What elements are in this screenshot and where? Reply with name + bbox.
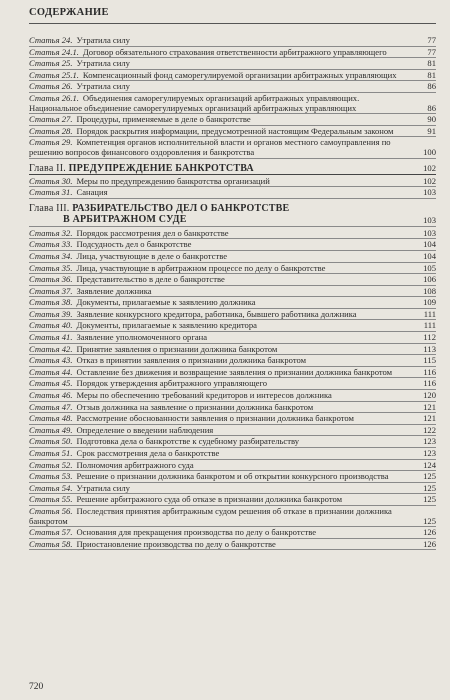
toc-entry <box>29 59 436 70</box>
toc-entry <box>29 188 436 199</box>
toc-entry-text <box>29 472 414 482</box>
article-title: Полномочия арбитражного суда <box>76 459 194 470</box>
toc-entry <box>29 540 436 551</box>
toc-entry-text <box>29 127 414 137</box>
article-label: Статья 40. <box>29 320 73 331</box>
article-label: Статья 50. <box>29 436 73 447</box>
toc-entry-text <box>29 414 414 424</box>
toc-entry-text <box>29 177 414 187</box>
toc-entry-text <box>29 507 414 526</box>
article-label: Статья 49. <box>29 424 73 435</box>
toc-entry <box>29 71 436 82</box>
toc-entry <box>29 252 436 263</box>
chapter-title: ПРЕДУПРЕЖДЕНИЕ БАНКРОТСТВА <box>68 162 254 174</box>
article-title: Заявление конкурсного кредитора, работника, бывшего работника должника <box>76 308 357 319</box>
toc-entry-text <box>29 391 414 401</box>
chapter-title-line1: РАЗБИРАТЕЛЬСТВО ДЕЛ О БАНКРОТСТВЕ <box>72 202 290 214</box>
article-label: Статья 57. <box>29 527 73 538</box>
article-label: Статья 31. <box>29 187 73 198</box>
page-ref: 121 <box>423 401 436 412</box>
article-label: Статья 26.1. <box>29 92 79 103</box>
article-title: Основания для прекращения производства по делу о банкротстве <box>76 527 317 538</box>
page-ref: 103 <box>423 187 436 198</box>
article-title: Утратила силу <box>76 482 130 493</box>
article-title: Приостановление производства по делу о банкротстве <box>76 538 276 549</box>
toc-entry-text <box>29 287 414 297</box>
article-label: Статья 47. <box>29 401 73 412</box>
page-ref: 126 <box>423 527 436 538</box>
toc-entry-text <box>29 275 414 285</box>
page-ref: 81 <box>427 69 436 80</box>
page-ref: 112 <box>423 332 436 343</box>
article-label: Статья 25. <box>29 58 73 69</box>
article-title: Меры по предупреждению банкротства организаций <box>76 175 270 186</box>
toc-entry <box>29 345 436 356</box>
page-ref: 123 <box>423 448 436 458</box>
toc-entry <box>29 528 436 539</box>
chapter-label: Глава II. <box>29 162 66 174</box>
toc-entry-text <box>29 36 414 46</box>
article-title: Лица, участвующие в деле о банкротстве <box>76 250 228 261</box>
article-label: Статья 39. <box>29 308 73 319</box>
toc-entry-text <box>29 321 414 331</box>
page-ref: 91 <box>427 125 436 136</box>
toc-entry-text <box>29 495 414 505</box>
toc-entry-text <box>29 264 414 274</box>
article-title: Отзыв должника на заявление о признании должника банкротом <box>76 401 314 412</box>
article-label: Статья 38. <box>29 297 73 308</box>
running-header: СОДЕРЖАНИЕ <box>29 7 109 18</box>
page-ref: 103 <box>423 214 436 225</box>
toc-entry <box>29 94 436 114</box>
toc-entry-text <box>29 437 414 447</box>
page-ref: 104 <box>423 239 436 250</box>
toc-entry <box>29 321 436 332</box>
toc-entry-text <box>29 188 414 198</box>
page-ref: 122 <box>423 424 436 435</box>
toc-entry <box>29 356 436 367</box>
toc-entry-text <box>29 298 414 308</box>
article-title: Подготовка дела о банкротстве к судебному разбирательству <box>76 436 300 447</box>
article-label: Статья 56. <box>29 505 73 516</box>
article-label: Статья 54. <box>29 482 73 493</box>
toc-entry <box>29 391 436 402</box>
toc-entry <box>29 115 436 126</box>
toc-entry-text <box>29 540 414 550</box>
article-label: Статья 24. <box>29 35 73 45</box>
article-label: Статья 25.1. <box>29 69 79 80</box>
page-ref: 77 <box>427 46 436 57</box>
toc-entry <box>29 275 436 286</box>
toc-entry-text <box>29 59 414 69</box>
toc-entry <box>29 403 436 414</box>
page-ref: 109 <box>423 297 436 308</box>
toc-entry <box>29 507 436 527</box>
article-title: Решение о признании должника банкротом и об открытии конкурсного производства <box>76 471 389 482</box>
page-ref: 104 <box>423 250 436 261</box>
article-label: Статья 44. <box>29 366 73 377</box>
article-label: Статья 41. <box>29 332 73 343</box>
article-title: Процедуры, применяемые в деле о банкротстве <box>76 114 251 125</box>
toc-entry <box>29 177 436 188</box>
page-ref: 116 <box>423 366 436 377</box>
chapter-text <box>29 203 414 226</box>
toc-entry <box>29 379 436 390</box>
page-ref: 113 <box>423 343 436 354</box>
page-ref: 103 <box>423 227 436 238</box>
article-label: Статья 33. <box>29 239 73 250</box>
page-ref: 106 <box>423 274 436 285</box>
toc-entry <box>29 138 436 158</box>
article-label: Статья 48. <box>29 413 73 424</box>
article-label: Статья 36. <box>29 274 73 285</box>
toc-entry <box>29 461 436 472</box>
toc-entry <box>29 264 436 275</box>
page-ref: 125 <box>423 471 436 482</box>
article-title: Последствия принятия арбитражным судом решения об отказе в признании должника банкротом <box>29 505 392 526</box>
toc-entry <box>29 127 436 138</box>
page-ref: 102 <box>423 162 436 173</box>
toc-entry-text <box>29 461 414 471</box>
article-title: Определение о введении наблюдения <box>76 424 214 435</box>
toc-entry-text <box>29 138 414 157</box>
toc-entry-text <box>29 229 414 239</box>
page-ref: 125 <box>423 515 436 526</box>
toc-entry <box>29 240 436 251</box>
toc-entry <box>29 414 436 425</box>
toc-entry-text <box>29 94 414 113</box>
article-title: Заявление уполномоченного органа <box>76 332 208 343</box>
article-label: Статья 28. <box>29 125 73 136</box>
toc-entry-text <box>29 82 414 92</box>
toc-entry-text <box>29 449 414 459</box>
toc-entry <box>29 484 436 495</box>
page-number: 720 <box>29 682 44 692</box>
article-title: Заявление должника <box>76 285 152 296</box>
article-title: Срок рассмотрения дела о банкротстве <box>76 448 220 458</box>
toc-entry-text <box>29 115 414 125</box>
page-ref: 81 <box>427 58 436 69</box>
article-label: Статья 46. <box>29 390 73 401</box>
article-title: Компетенция органов исполнительной власти и органов местного самоуправления по решению вопросов финансового оздоровления и банкротства <box>29 137 391 157</box>
toc-entry <box>29 229 436 240</box>
chapter-title-line2: В АРБИТРАЖНОМ СУДЕ <box>63 213 187 225</box>
page-ref: 102 <box>423 175 436 186</box>
article-title: Документы, прилагаемые к заявлению кредитора <box>76 320 257 331</box>
article-title: Решение арбитражного суда об отказе в признании должника банкротом <box>76 494 343 505</box>
page-ref: 108 <box>423 285 436 296</box>
chapter-heading <box>29 203 436 227</box>
toc-entry-text <box>29 310 414 320</box>
toc-entry <box>29 333 436 344</box>
toc-entry-text <box>29 240 414 250</box>
article-label: Статья 37. <box>29 285 73 296</box>
toc-entry <box>29 472 436 483</box>
article-title: Документы, прилагаемые к заявлению должника <box>76 297 256 308</box>
page-ref: 111 <box>423 320 436 331</box>
article-label: Статья 42. <box>29 343 73 354</box>
article-label: Статья 26. <box>29 81 73 92</box>
page-ref: 86 <box>427 102 436 113</box>
toc-entry <box>29 310 436 321</box>
page-ref: 125 <box>423 482 436 493</box>
toc-entry-text <box>29 71 414 81</box>
toc-entry-text <box>29 356 414 366</box>
article-title: Санация <box>76 187 108 198</box>
toc-entry <box>29 298 436 309</box>
article-label: Статья 24.1. <box>29 46 79 57</box>
article-title: Утратила силу <box>76 58 130 69</box>
article-title: Порядок раскрытия информации, предусмотренной настоящим Федеральным законом <box>76 125 394 136</box>
header-rule <box>29 23 436 24</box>
toc-entry-text <box>29 403 414 413</box>
toc-entry-text <box>29 345 414 355</box>
article-label: Статья 35. <box>29 262 73 273</box>
article-label: Статья 30. <box>29 175 73 186</box>
article-label: Статья 51. <box>29 448 73 458</box>
page-ref: 90 <box>427 114 436 125</box>
toc-entry <box>29 82 436 93</box>
toc-entry-text <box>29 333 414 343</box>
toc-entry-text <box>29 426 414 436</box>
toc-entry-text <box>29 484 414 494</box>
article-title: Объединения саморегулируемых организаций арбитражных управляющих. Национальное объединение саморегулируемых организаций арбитражных управляющих <box>29 92 360 113</box>
article-label: Статья 27. <box>29 114 73 125</box>
article-label: Статья 32. <box>29 227 73 238</box>
article-title: Отказ в принятии заявления о признании должника банкротом <box>76 355 307 366</box>
article-label: Статья 58. <box>29 538 73 549</box>
toc-entry <box>29 287 436 298</box>
article-title: Оставление без движения и возвращение заявления о признании должника банкротом <box>76 366 393 377</box>
page-ref: 77 <box>427 35 436 45</box>
toc-entry-text <box>29 368 414 378</box>
chapter-text <box>29 163 414 174</box>
article-label: Статья 55. <box>29 494 73 505</box>
toc-entry <box>29 495 436 506</box>
article-label: Статья 43. <box>29 355 73 366</box>
article-title: Представительство в деле о банкротстве <box>76 274 225 285</box>
article-title: Утратила силу <box>76 81 130 92</box>
article-label: Статья 45. <box>29 378 73 389</box>
chapter-label: Глава III. <box>29 202 70 214</box>
article-title: Порядок утверждения арбитражного управляющего <box>76 378 268 389</box>
toc-entry <box>29 426 436 437</box>
article-title: Подсудность дел о банкротстве <box>76 239 192 250</box>
toc-entry-text <box>29 252 414 262</box>
toc-entry-text <box>29 379 414 389</box>
article-label: Статья 29. <box>29 137 73 148</box>
article-title: Принятие заявления о признании должника банкротом <box>76 343 278 354</box>
page-ref: 100 <box>423 146 436 157</box>
page-ref: 111 <box>423 308 436 319</box>
article-title: Утратила силу <box>76 35 130 45</box>
article-label: Статья 52. <box>29 459 73 470</box>
toc-entry <box>29 36 436 47</box>
page-ref: 123 <box>423 436 436 447</box>
page-ref: 115 <box>423 355 436 366</box>
article-title: Меры по обеспечению требований кредиторов и интересов должника <box>76 390 332 401</box>
page-ref: 124 <box>423 459 436 470</box>
page-ref: 125 <box>423 494 436 505</box>
page-ref: 86 <box>427 81 436 92</box>
page-ref: 120 <box>423 390 436 401</box>
table-of-contents <box>29 36 436 551</box>
toc-entry-text <box>29 528 414 538</box>
article-title: Договор обязательного страхования ответственности арбитражного управляющего <box>82 46 387 57</box>
page-ref: 105 <box>423 262 436 273</box>
toc-entry <box>29 449 436 460</box>
article-label: Статья 53. <box>29 471 73 482</box>
toc-entry <box>29 368 436 379</box>
article-title: Рассмотрение обоснованности заявления о признании должника банкротом <box>76 413 354 424</box>
article-title: Лица, участвующие в арбитражном процессе по делу о банкротстве <box>76 262 326 273</box>
page-ref: 116 <box>423 378 436 389</box>
article-label: Статья 34. <box>29 250 73 261</box>
chapter-heading <box>29 163 436 175</box>
toc-entry <box>29 48 436 59</box>
article-title: Порядок рассмотрения дел о банкротстве <box>76 227 229 238</box>
toc-entry <box>29 437 436 448</box>
article-title: Компенсационный фонд саморегулируемой организации арбитражных управляющих <box>82 69 397 80</box>
page-ref: 126 <box>423 538 436 549</box>
toc-entry-text <box>29 48 414 58</box>
page-ref: 121 <box>423 413 436 424</box>
